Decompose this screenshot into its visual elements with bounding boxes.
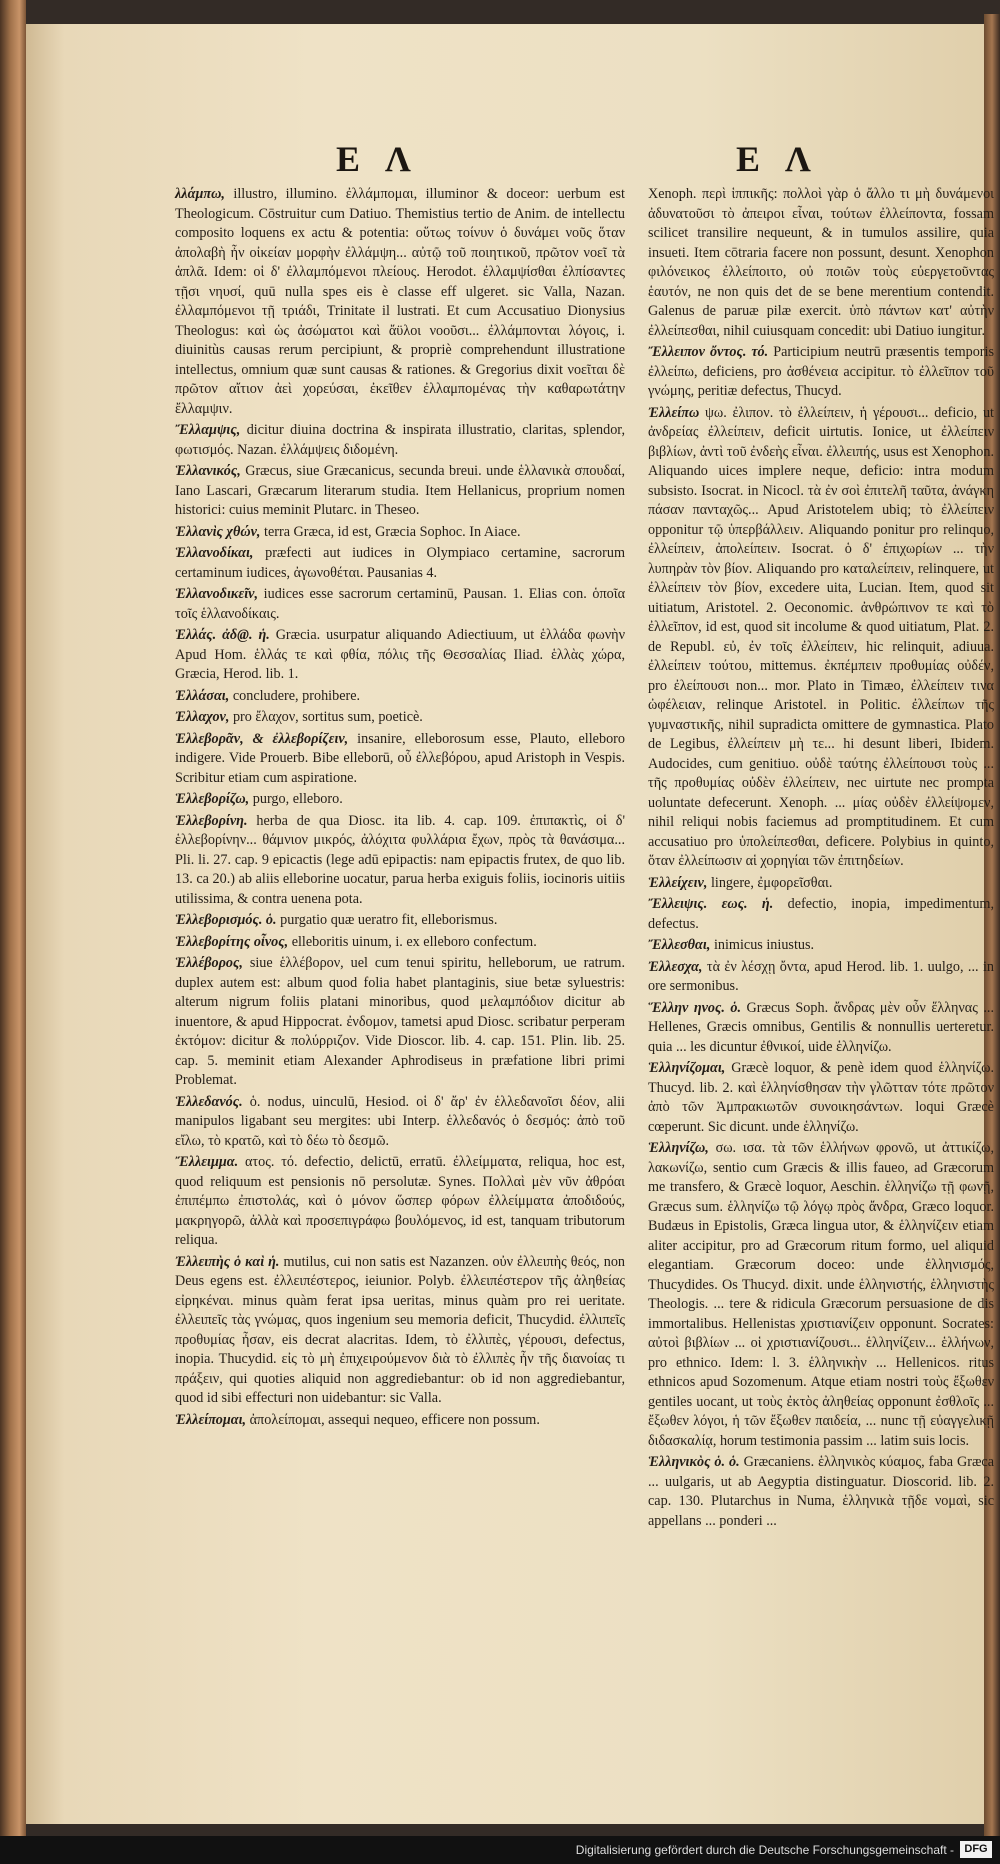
definition: σω. ισα. τὰ τῶν ἑλλήνων φρονῶ, ut ἀττικίζω, λακωνίζω, sentio cum Græcis & illis faueo, ad Græcorum me transfero, & Græcè loquor, Aeschin. ἑλληνίζω τῇ φωνῇ, Græcus sum. ἑλληνίζω τῷ λόγῳ πρὸς ἄνδρα, Græco loquor. Budæus in Epistolis, Græca lingua utor, & ἑλληνίζειν etiam aliter accipitur, pro ad Græcorum ritum formo, uel aliquid elegantiam. Græcorum doceo: unde ἑλληνισμός, Thucydides. Os Thucyd. dixit. unde ἑλληνιστής, ἑλληνιστὴς Theologis. ... tere & ridicula Græcorum persuasione de dis immortalibus. Hellenistas χριστιανίζειν opponunt. Socrates: αὐτοὶ βιβλίων ... οἱ χριστιανίζουσι... ἑλληνίζειν... ἑλλήνων, pro ethnico. Idem: l. 3. ἑλληνικὴν ... Hellenicos. ritus ethnicos apud Sozomenum. Atque etiam nostri τοὺς ἔξωθεν gentiles uocant, ut τοὺς ἐκτὸς ἀληθείας opponunt ἐσθλοῖς ... ἔξωθεν λόγοι, ἡ τῶν ἔξωθεν παιδεία, ... nunc τῇ εὐαγγελικῇ διδασκαλίᾳ, horum testimonia passim ... latim suis locis. [648,1140,994,1449]
running-head-left: E Λ [336,139,419,179]
definition: elleboritis uinum, i. ex elleboro confectum. [291,933,537,950]
definition: præfecti aut iudices in Olympiaco certamine, sacrorum certaminum iudices, ἀγωνοθέται. Pausanias 4. [175,545,626,581]
headword: Ἑλλάς. ἀδ@. ἡ. [175,627,270,643]
dictionary-entry [175,626,625,685]
dictionary-entry [175,185,625,419]
definition: Græcè loquor, & penè idem quod ἑλληνίζω. Thucyd. lib. 2. καὶ ἑλληνίσθησαν τὴν γλῶτταν τότε πρῶτον ἀπὸ τῶν Ἀμπρακιωτῶν συνοικησάντων. loqui Græcè cœperunt. Sic dicunt. unde ἑλληνίζω. [648,1060,994,1135]
definition: ψω. ἐλιπον. τὸ ἐλλείπειν, ἡ γέρουσι... deficio, ut ἀνδρείας ἐλλείπειν, deficit uirtutis. Ionice, ut ἐλλείπειν βιβλίων, ἀντὶ τοῦ ἐνδεὴς εἶναι. ἐλλειπής, usus est Xenophon. Aliquando uices implere neque, deficio: intra modum subsisto. Isocrat. in Nicocl. τὰ ἐν σοὶ ἐπιτελῆ ταῦτα, ἀνάγκη πάσαν πανταχῶς... Apud Aristotelem ubiq; τὸ ἐλλείπειν opponitur τῷ ὑπερβάλλειν. Aliquando ponitur pro relinquo, ἐλλείπειν, ἀπολείπειν. Isocrat. ὁ δ' ἐπιχωρίων ... τὴν λυπηρὰν τὸν βίον. Aliquando pro καταλείπειν, relinquere, ut ἐλλείπειν τὸν βίον, excedere uita, Lucian. Item, quod sit uitiatum, Aristotel. 2. Oeconomic. ἀνθρώπινον τε καὶ τὸ ἐλλεῖπον, id est, quod sit incolume & quod uitiatum, Plat. 2. de Republ. εὐ, ἐν τοῖς ἐλλείπειν, hic relinquit, adiuua. ἐλλείπειν τούτου, mittemus. ἐκπέμπειν προθυμίας οὐδέν, pro ἐλείπουσι non... mor. Plato in Timæo, ἐλλείπειν τινα ὠφέλειαν, relinque Aristotel. in Politic. ἐλλείπων τῆς γυμναστικῆς, nihil supradicta omittere de gymnastica. Plato de Legibus, ἐλλείπειν μὴ τε... hi desunt liberi, Ibidem. Audocides, cum genitiuo. οὐδὲ ταύτης ἐλλείπουσι τοὺς ... τῆς προθυμίας οὐδὲν ἐλλείπειν, nec uirtute nec prompta uoluntate defecerunt. Xenoph. ... μίας οὐδὲν ἐλλείψομεν, nihil reliqui nobis faciemus ad promptitudinem. Et cum accusatiuo pro ὑπολείπεσθαι, deficere. Polybius in quinto, ὅταν ἐλλείπωσιν αἱ χορηγίαι τῶν ἐπιτηδείων. [648,404,994,869]
headword: Ἑλλεβορᾶν, & ἐλλεβορίζειν, [175,730,349,747]
headword: Ἐλλειπὴς ὁ καὶ ἡ. [175,1253,280,1270]
definition: illustro, illumino. ἐλλάμπομαι, illuminor & doceor: uerbum est Theologicum. Cōstruitur cum Datiuo. Themistius tertio de Anim. de intellectu composito loquens ex actu & potentia: οὕτως τοίνυν ὁ δυνάμει νοῦς ὅταν ἀπολαβὴ ἦν οἰκείαν μορφὴν ἐλλάμψη... αὐτῷ τοῦ ποιητικοῦ, πρῶτον νοεῖ τὰ ἁπλᾶ. Idem: οἱ δ' ἐλλαμπόμενοι πλείους. Herodot. ἐλλαμψίσθαι ἐλπίσαντες τῇσι νηυσί, quū nulla spes eis è classe eff ulgeret. sic Valla, Nazan. ἐλλαμπόμενοι τῇ τριάδι, Trinitate il lustrati. Et cum Accusatiuo Dionysius Theologus: καὶ ὡς ἀσώματοι καὶ ἄϋλοι νοοῦσι... ἐλλάμπονται λόγοις, i. diuinitùs causas rerum percipiunt, & propriè comprehendunt illustratione intellectus, omnium quæ sunt causas & rationes. & Gregorius dixit νοεῖται δὲ πρῶτον αἴτιον ἀεὶ χορεύσαι, ἐκεῖθεν ἐλλαμπομένας τὴν καθαρωτάτην ἔλλαμψιν. [175,186,626,417]
dictionary-entry [175,421,625,460]
headword: Ἑλλανοδικεῖν, [175,586,259,602]
dictionary-entry [648,404,994,872]
headword: Ἐλλεσχα, [648,958,703,975]
dictionary-entry [648,999,994,1058]
headword: Ἔλλειμμα. [175,1154,239,1170]
dictionary-entry [175,585,625,624]
book-binding [0,0,26,1864]
definition: terra Græca, id est, Græcia Sophoc. In Aiace. [264,523,521,540]
dictionary-entry [175,462,625,521]
running-head-right: E Λ [736,139,819,179]
definition: siue ἑλλέβορον, uel cum tenui spiritu, helleborum, ue ratrum. duplex autem est: album quod folia habet plantaginis, siue betæ syluestris: alterum nigrum foliis platani minoribus, quod μελαμπόδιον dicitur ab inuentore, & apud Hippocrat. ἐνδομον, tametsi apud Diosc. scribatur perperam ἐκτόμον: dicitur & πολύρριζον. Vide Dioscor. lib. 4. cap. 151. Plin. lib. 25. cap. 5. meminit etiam Alexander Aphrodiseus in præfatione libri primi Problemat. [175,955,625,1088]
definition: Xenoph. περὶ ἱππικῆς: πολλοὶ γὰρ ὁ ἄλλο τι μὴ δυνάμενοι ἀδυνατοῦσι τὸ ἀπειροι εἶναι, τούτων ἐλλείποντα, fossam scilicet transilire nequeunt, & in tumulos assilire, quia insueti. Item cōtraria facere non possunt, desunt. Xenophon φιλόνεικος ἐλλείποιτο, οὐ ποιῶν τοὺς εὐεργετοῦντας ἑαυτόν, ne non quis det de se bene merentium contendit. Galenus de paruæ pilæ exercit. ὑπὸ πάντων κατ' αὐτὴν ἐλλείπεσθαι, nihil cuiusquam concedit: ubi Datiuo iungitur. [648,186,994,339]
dictionary-entry [648,1059,994,1137]
dictionary-entry [175,687,625,707]
headword: Ἑλλανοδίκαι, [175,545,254,561]
dictionary-entry [648,185,994,341]
dictionary-entry [648,936,994,956]
dictionary-entry [175,1153,625,1251]
definition: purgatio quæ ueratro fit, elleborismus. [280,912,498,928]
definition: Græcus Soph. ἄνδρας μὲν οὖν ἕλληνας ... Hellenes, Græcis omnibus, Gentilis & nonnullis uerteretur. quia ... les dicuntur ἐθνικοί, uide ἑλληνίζω. [648,999,994,1055]
headword: Ἑλλανικός, [175,463,241,479]
headword: λλάμπω, [175,186,225,202]
dfg-logo: DFG [960,1841,992,1858]
definition: Participium neutrū præsentis temporis ἐλλείπω, deficiens, pro ἀσθένεια accipitur. τὸ ἐλλεῖπον τοῦ γνώμης, peritiæ defectus, Thucyd. [648,344,994,399]
definition: iudices esse sacrorum certaminū, Pausan. 1. Elias con. ὁποῖα τοῖς ἑλλανοδίκαις. [175,586,626,622]
headword: Ἑλληνίζομαι, [648,1060,726,1076]
definition: herba de qua Diosc. ita lib. 4. cap. 109. ἐπιπακτὶς, οἱ δ' ἑλλεβορίνην... θάμνιον μικρός, ἀλόχιτα φυλλάρια ἔχων, πρὸς τὰ θανάσιμα... Pli. li. 27. cap. 9 epicactis (lege adū epipactis: nam epipactis frutex, de quo lib. 13. ca 20.) ab aliis elleborine uocatur, parua herba exiguis foliis, iocinoris uitiis utilissima, & contra uenena pota. [175,812,626,907]
dictionary-entry [648,874,994,894]
dictionary-entry [175,1253,625,1409]
headword: Ἑλλείχειν, [648,874,708,891]
definition: lingere, ἐμφορεῖσθαι. [710,874,833,891]
headword: Ἐλλείπω [648,404,700,421]
dictionary-entry [175,730,625,789]
headword: Ἑλλανὶς χθών, [175,523,261,540]
dictionary-entry [175,544,625,583]
headword: Ἐλλαχον, [175,709,230,725]
definition: purgo, elleboro. [252,791,343,807]
definition: ατος. τό. defectio, delictū, erratū. ἐλλείμματα, reliqua, hoc est, quod reliquum est pensionis nō persolutæ. Synes. Πολλαὶ μὲν νῦν ἀθρόαι ἐπιπέμπω ἐπιστολάς, καὶ ὁ μόνον ὥσπερ φόρων ἐλλείμματα ἀποδιδούς, μακρηγορῶ, ἀλλὰ καὶ προσεπιγράφω βουλόμενος, id est, tanquam tributorum reliqua. [175,1154,626,1248]
headword: Ἑλλέβορος, [175,955,243,971]
headword: Ἕλλην ηνος. ὁ. [648,999,742,1016]
headword: Ἑλλεβορισμός. ὁ. [175,912,277,928]
definition: Græcus, siue Græcanicus, secunda breui. unde ἑλλανικὰ σπουδαί, Iano Lascari, Græcarum literarum studia. Item Hellanicus, proprium nomen historici: cuius meminit Plutarc. in Theseo. [175,463,625,518]
dictionary-entry [648,1453,994,1531]
dictionary-entry [175,708,625,728]
definition: defectio, inopia, impedimentum, defectus. [648,896,994,932]
headword: Ἑλλεδανός. [175,1093,243,1110]
definition: τὰ ἐν λέσχῃ ὄντα, apud Herod. lib. 1. uulgo, ... in ore sermonibus. [648,958,994,994]
dictionary-entry [175,790,625,810]
headword: Ἑλληνίζω, [648,1140,709,1156]
funding-note: Digitalisierung gefördert durch die Deutsche Forschungsgemeinschaft - [575,1843,954,1857]
dictionary-entry [648,343,994,402]
headword: Ἔλλειπον ὄντος. τό. [648,344,769,360]
dictionary-entry [175,523,625,543]
footer-bar [0,1836,1000,1864]
definition: concludere, prohibere. [232,687,361,704]
definition: Græcia. usurpatur aliquando Adiectiuum, ut ἑλλάδα φωνὴν Apud Hom. ἑλλάς τε καὶ φθία, πόλις τῆς Θεσσαλίας Iliad. ἑλλὰς χώρα, Græcia, Herod. lib. 1. [175,627,625,682]
definition: Græcaniens. ἑλληνικὸς κύαμος, faba Græca ... uulgaris, ut ab Aegyptia distinguatur. Dioscorid. lib. 2. cap. 130. Plutarchus in Numa, ἑλληνικὰ τῇδε νομαὶ, sic appellans ... ponderi ... [648,1454,994,1529]
headword: Ἑλληνικὸς ὁ. ὁ. [648,1454,740,1470]
headword: Ἑλλείπομαι, [175,1411,247,1428]
headword: Ἔλλαμψις, [175,422,241,438]
headword: Ἔλλειψις. εως. ἡ. [648,896,774,912]
right-column [648,185,994,1595]
dictionary-entry [175,954,625,1091]
headword: Ἑλλεβορίζω, [175,791,250,807]
definition: dicitur diuina doctrina & inspirata illustratio, claritas, splendor, φωτισμός. Nazan. ἐλλάμψεις διδομένη. [175,422,625,458]
definition: ἀπολείπομαι, assequi nequeo, efficere non possum. [249,1411,540,1428]
dictionary-entry [648,958,994,997]
dictionary-entry [175,1411,625,1431]
dictionary-entry [648,1139,994,1451]
definition: insanire, elleborosum esse, Plauto, elleboro indigere. Vide Prouerb. Bibe elleborū, οὗ ἐλλεβόρου, apud Aristoph in Vespis. Scribitur etiam cum aspiratione. [175,730,625,786]
definition: mutilus, cui non satis est Nazanzen. οὐν ἐλλειπὴς θεός, non Deus egens est. ἐλλειπέστερος, ieiunior. Polyb. ἐλλειπέστερον τῆς ἀληθείας εἰρηκέναι. minus quàm ferat ipsa ueritas, minus quàm pro rei ueritate. ἐλλειπεῖς τὰς γνώμας, quos ingenium seu memoria deficit, Thucydid. ἐλλιπεῖς προθυμίας ἦσαν, eis decrat alacritas. Idem, τὸ ἐλλιπὲς, γέρουσι, defectus, inopia. Thucydid. εἰς τὸ μὴ ἐπιχειρούμενον διὰ τὸ ἐλλιπὲς ἦν τῆς διανοίας τι πράξειν, qui quoties aliquid non aggrediebantur: ob id non aggrediebantur, quod id sibi effecturi non uidebantur: sic Valla. [175,1253,626,1406]
headword: Ἑλλεβορίτης οἶνος, [175,933,289,950]
left-column [175,185,625,1432]
headword: Ἔλλεσθαι, [648,937,711,953]
dictionary-entry [648,895,994,934]
headword: Ἑλλεβορίνη. [175,812,248,829]
dictionary-entry [175,911,625,931]
dictionary-entry [175,812,625,910]
headword: Ἐλλάσαι, [175,687,230,704]
dictionary-entry [175,933,625,953]
dictionary-entry [175,1093,625,1152]
definition: pro ἔλαχον, sortitus sum, poeticè. [232,709,423,725]
definition: ὁ. nodus, uinculū, Hesiod. οἱ δ' ἄρ' ἐν ἑλλεδανοῖσι δέον, alii manipulos ligabant seu mergites: ubi Interp. ἑλλεδανός ὁ δεσμός: ἀπὸ τοῦ εἴλω, τὸ κρατῶ, καὶ τὸ δέω τὸ δεσμῶ. [175,1093,625,1149]
definition: inimicus iniustus. [713,937,815,953]
